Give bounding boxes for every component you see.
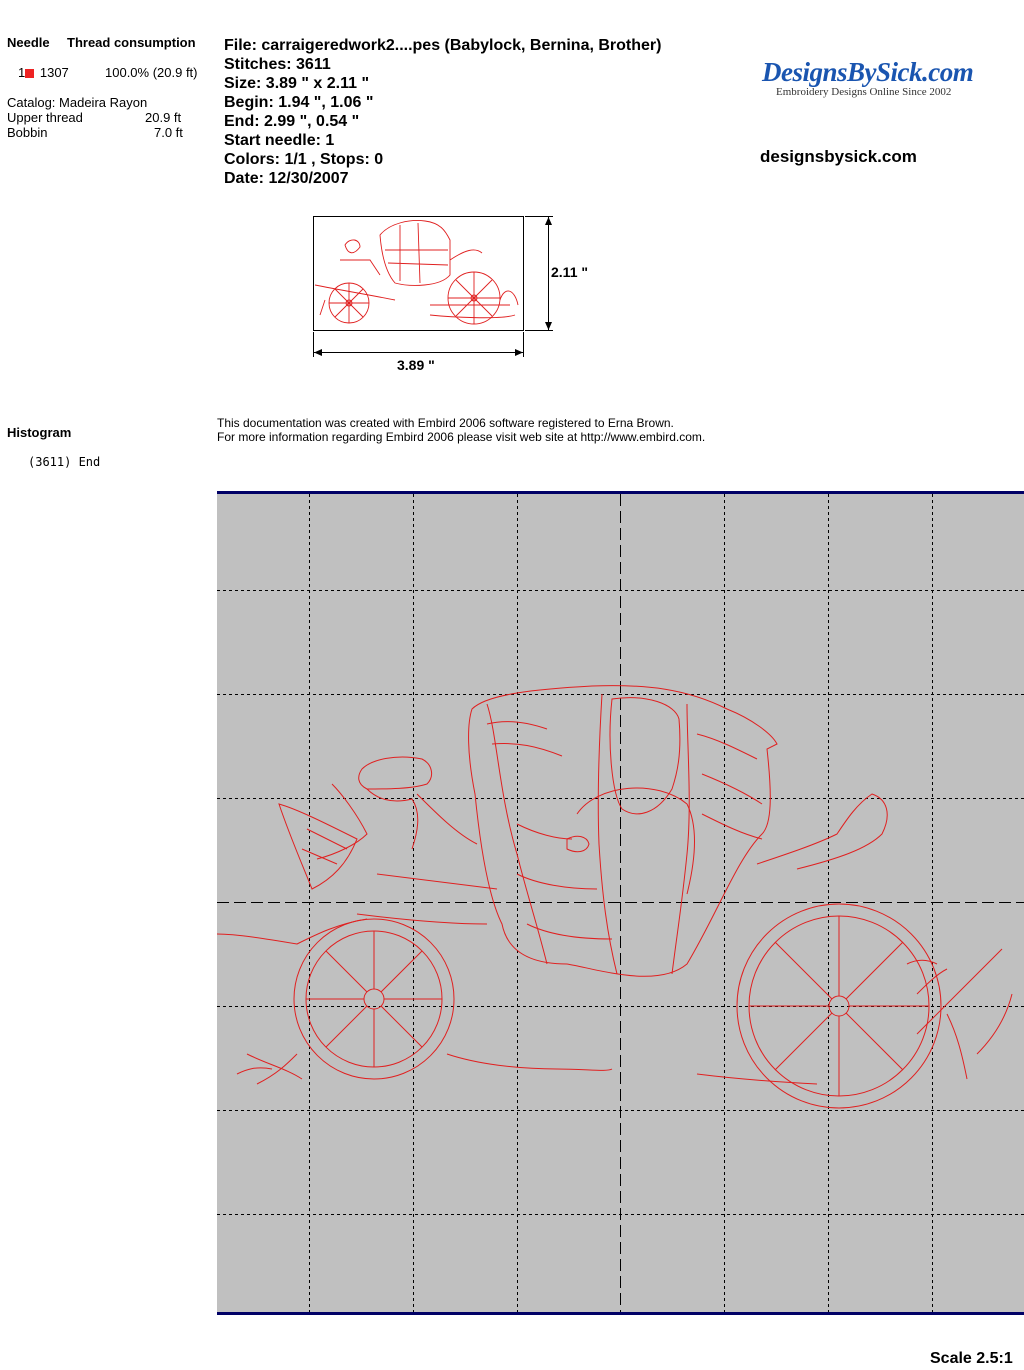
start-needle-line: Start needle: 1 bbox=[224, 132, 335, 149]
size-line: Size: 3.89 " x 2.11 " bbox=[224, 75, 370, 92]
upper-thread-value: 20.9 ft bbox=[145, 110, 182, 125]
front-wheel bbox=[737, 904, 941, 1108]
thread-code: 1307 bbox=[39, 65, 69, 80]
histogram-entry: (3611) End bbox=[28, 455, 101, 469]
colors-line: Colors: 1/1 , Stops: 0 bbox=[224, 151, 384, 168]
carriage-design bbox=[217, 686, 1012, 1108]
thread-percent: 100.0% (20.9 ft) bbox=[105, 65, 198, 80]
upper-thread-label: Upper thread bbox=[7, 110, 83, 125]
carriage-cabin bbox=[469, 686, 777, 977]
catalog-label: Catalog: Madeira Rayon bbox=[7, 95, 148, 110]
bobbin-value: 7.0 ft bbox=[154, 125, 183, 140]
file-line: File: carraigeredwork2....pes (Babylock, Bernina, Brother) bbox=[224, 37, 662, 54]
end-line: End: 2.99 ", 0.54 " bbox=[224, 113, 360, 130]
needle-number: 1 bbox=[18, 65, 26, 80]
logo-tagline: Embroidery Designs Online Since 2002 bbox=[776, 86, 952, 98]
stitches-line: Stitches: 3611 bbox=[224, 56, 331, 73]
logo bbox=[762, 58, 992, 98]
center-axes bbox=[217, 494, 1024, 1312]
driver-seat bbox=[359, 757, 432, 789]
rear-wheel bbox=[294, 919, 454, 1079]
needle-header: Needle bbox=[7, 35, 50, 50]
thread-consumption-header: Thread consumption bbox=[67, 35, 196, 50]
design-preview-svg bbox=[217, 494, 1024, 1312]
documentation-line-2: For more information regarding Embird 2006 please visit web site at http://www.embird.com. bbox=[217, 430, 706, 444]
documentation-line-1: This documentation was created with Embird 2006 software registered to Erna Brown. bbox=[217, 416, 674, 430]
design-thumbnail bbox=[300, 205, 610, 380]
histogram-title: Histogram bbox=[7, 425, 72, 440]
height-dimension-label: 2.11 " bbox=[551, 264, 589, 280]
scale-label: Scale 2.5:1 bbox=[930, 1350, 1013, 1367]
thread-row bbox=[18, 65, 69, 80]
date-line: Date: 12/30/2007 bbox=[224, 170, 349, 187]
bobbin-label: Bobbin bbox=[7, 125, 48, 140]
logo-brand: DesignsBySick.com bbox=[762, 57, 974, 87]
thread-color-swatch bbox=[25, 69, 34, 78]
width-dimension-label: 3.89 " bbox=[397, 357, 435, 373]
design-preview-panel bbox=[217, 491, 1024, 1315]
begin-line: Begin: 1.94 ", 1.06 " bbox=[224, 94, 374, 111]
website-label: designsbysick.com bbox=[760, 147, 917, 166]
